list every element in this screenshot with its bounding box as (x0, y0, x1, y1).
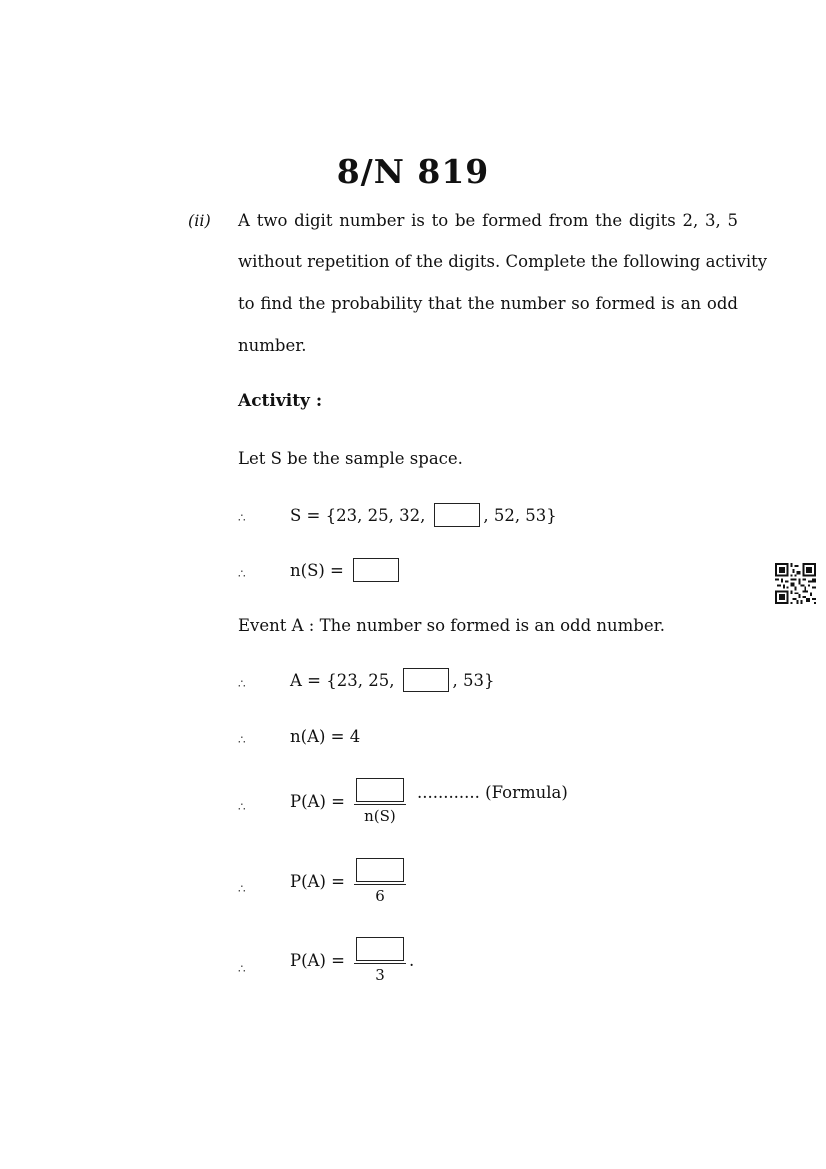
n-a-row (290, 727, 360, 746)
p-step3-numerator-box[interactable] (356, 937, 404, 961)
p-step3-denominator: 3 (375, 966, 385, 984)
fraction-line (354, 884, 406, 885)
therefore-symbol: ∴ (238, 511, 246, 525)
formula-note: ............ (Formula) (416, 783, 568, 802)
therefore-symbol: ∴ (238, 733, 246, 747)
therefore-symbol: ∴ (238, 962, 246, 976)
therefore-symbol: ∴ (238, 800, 246, 814)
a-set-row (290, 668, 494, 692)
p-step2-row (290, 858, 407, 905)
question-line-3: to find the probability that the number so formed is an odd (238, 294, 738, 313)
n-s-answer-box[interactable] (353, 558, 399, 582)
therefore-symbol: ∴ (238, 882, 246, 896)
question-label: (ii) (188, 211, 211, 230)
s-set-row (290, 503, 557, 527)
n-s-row (290, 558, 402, 582)
p-formula-fraction (353, 778, 407, 825)
p-step3-row (290, 937, 414, 984)
fraction-line (354, 963, 406, 964)
p-step3-fraction (353, 937, 407, 984)
s-set-answer-box[interactable] (434, 503, 480, 527)
n-a-text: n(A) = 4 (290, 727, 361, 746)
page-title: 8/N 819 (336, 152, 490, 191)
s-set-prefix: S = {23, 25, 32, (290, 505, 426, 525)
a-set-answer-box[interactable] (403, 668, 449, 692)
p-step2-denominator: 6 (375, 887, 385, 905)
sample-space-text: Let S be the sample space. (238, 449, 463, 468)
event-text: Event A : The number so formed is an odd number. (238, 616, 665, 635)
n-s-label: n(S) = (290, 560, 344, 580)
a-set-prefix: A = {23, 25, (290, 670, 395, 690)
p-step2-numerator-box[interactable] (356, 858, 404, 882)
p-formula-numerator-box[interactable] (356, 778, 404, 802)
p-step2-label: P(A) = (290, 872, 345, 891)
question-line-4: number. (238, 336, 307, 355)
therefore-symbol: ∴ (238, 677, 246, 691)
p-formula-row (290, 778, 568, 825)
therefore-symbol: ∴ (238, 567, 246, 581)
a-set-suffix: , 53} (452, 670, 495, 690)
p-formula-label: P(A) = (290, 792, 345, 811)
qr-code-icon (775, 563, 816, 604)
p-step3-trailing: . (408, 951, 415, 970)
question-line-1: A two digit number is to be formed from the digits 2, 3, 5 (238, 211, 738, 230)
p-formula-denominator: n(S) (364, 807, 396, 825)
question-line-2: without repetition of the digits. Complete the following activity (238, 252, 768, 271)
activity-heading: Activity : (238, 391, 323, 411)
p-step2-fraction (353, 858, 407, 905)
s-set-suffix: , 52, 53} (483, 505, 557, 525)
p-step3-label: P(A) = (290, 951, 345, 970)
fraction-line (354, 804, 406, 805)
